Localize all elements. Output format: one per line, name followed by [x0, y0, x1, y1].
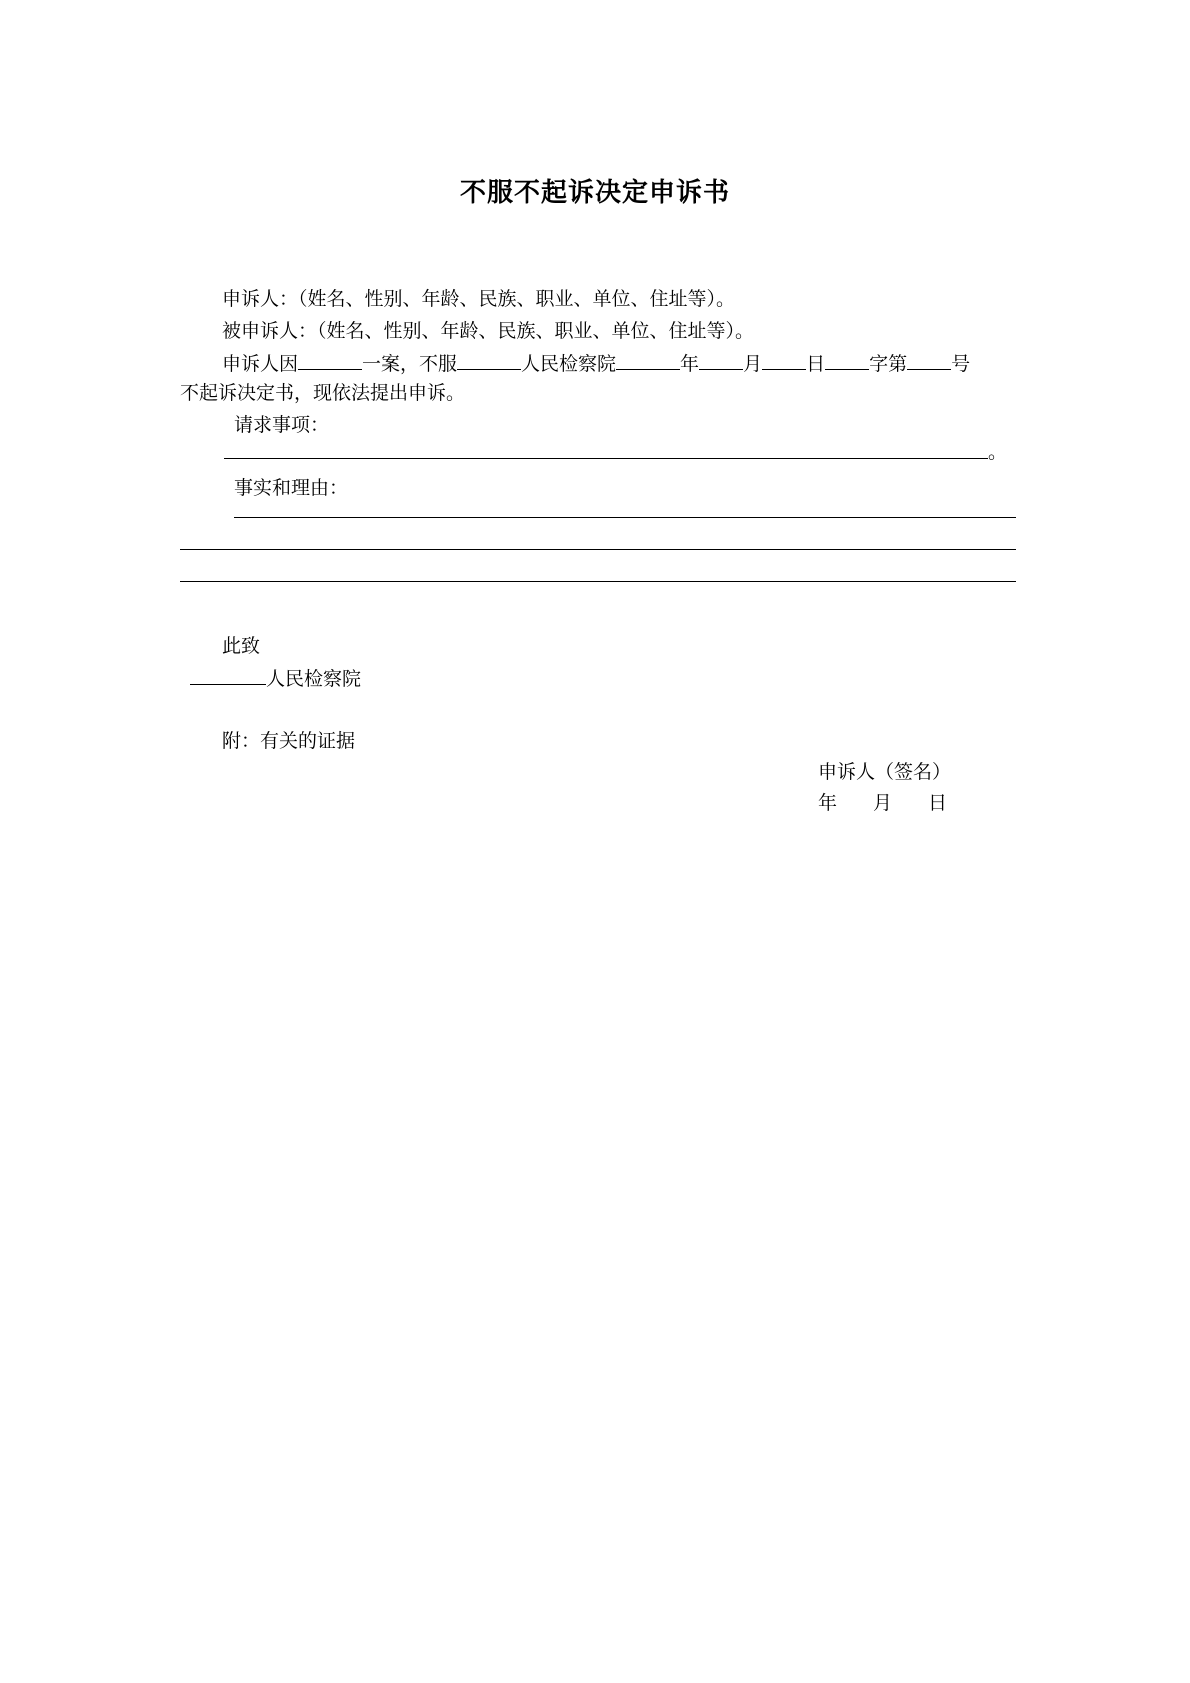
word-blank[interactable] [825, 351, 869, 370]
date-month: 月 [873, 792, 893, 814]
statement-continuation: 不起诉决定书，现依法提出申诉。 [180, 382, 466, 404]
closing-salutation: 此致 [222, 635, 261, 657]
document-title: 不服不起诉决定申诉书 [459, 178, 730, 208]
request-fill-line[interactable] [224, 458, 988, 459]
statement-text-6: 日 [806, 353, 826, 375]
statement-text-4: 年 [680, 353, 700, 375]
statement-text-8: 号 [951, 353, 971, 375]
facts-fill-line-2[interactable] [180, 549, 1016, 550]
statement-text-7: 字第 [869, 353, 908, 375]
statement-text-2: 一案，不服 [362, 353, 458, 375]
facts-fill-line-3[interactable] [180, 581, 1016, 582]
procuratorate-blank[interactable] [457, 351, 521, 370]
statement-text-3: 人民检察院 [521, 353, 617, 375]
day-blank[interactable] [762, 351, 806, 370]
facts-heading: 事实和理由： [234, 477, 349, 499]
recipient-line [190, 666, 361, 691]
date-day: 日 [928, 792, 948, 814]
appellant-line: 申诉人：（姓名、性别、年龄、民族、职业、单位、住址等）。 [222, 288, 736, 310]
request-end-period: 。 [988, 441, 1008, 463]
recipient-suffix: 人民检察院 [266, 668, 362, 690]
signature-label: 申诉人（签名） [818, 761, 952, 783]
signature-date-line [818, 791, 947, 815]
year-blank[interactable] [616, 351, 680, 370]
month-blank[interactable] [699, 351, 743, 370]
recipient-procuratorate-blank[interactable] [190, 666, 266, 685]
date-year: 年 [818, 792, 838, 814]
request-heading: 请求事项： [234, 414, 330, 436]
statement-line [222, 351, 970, 376]
facts-fill-line-1[interactable] [234, 517, 1016, 518]
respondent-line: 被申诉人：（姓名、性别、年龄、民族、职业、单位、住址等）。 [222, 320, 755, 342]
case-name-blank[interactable] [298, 351, 362, 370]
attachment-note: 附：有关的证据 [222, 730, 356, 752]
statement-text-1: 申诉人因 [222, 353, 299, 375]
statement-text-5: 月 [743, 353, 763, 375]
number-blank[interactable] [907, 351, 951, 370]
